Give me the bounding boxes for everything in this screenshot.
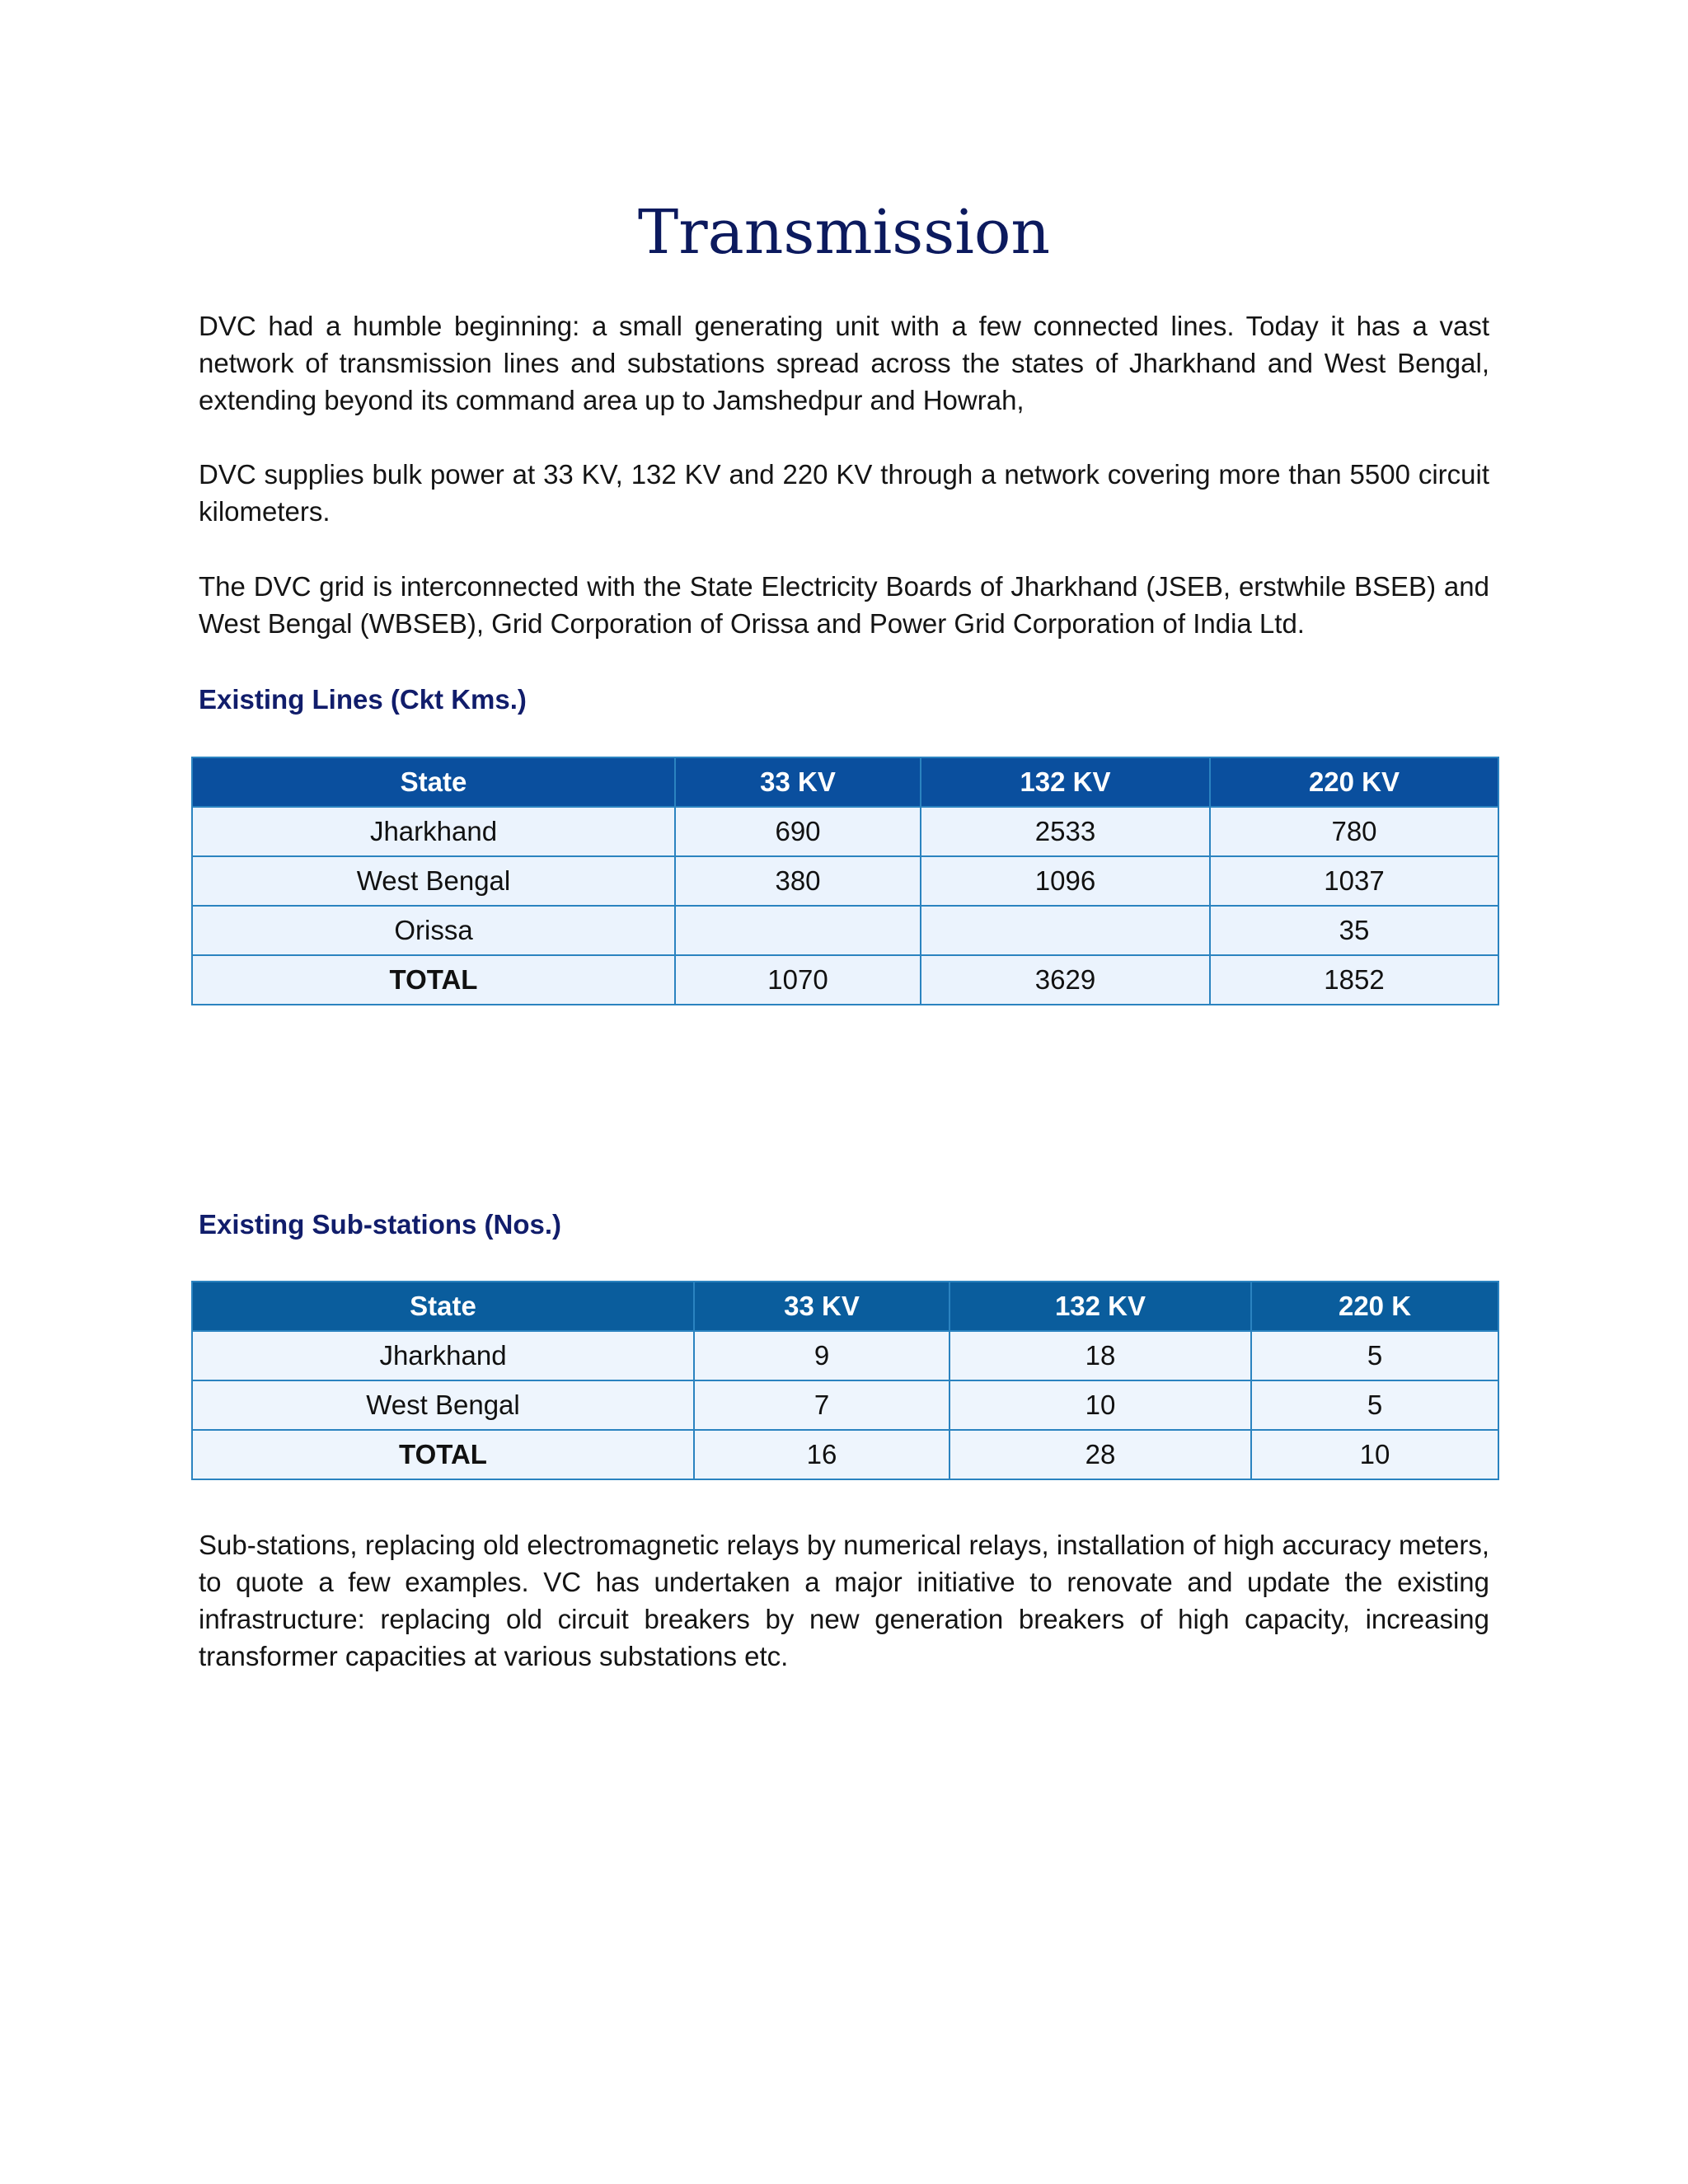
intro-paragraph: DVC had a humble beginning: a small generating unit with a few connected lines. Today it has a vast network of transmission lines and substations spread across the states of Jharkhand and West Bengal, extending beyond its command area up to Jamshedpur and Howrah, — [199, 311, 1489, 415]
existing-lines-table — [191, 757, 1499, 1005]
value-cell — [921, 906, 1210, 955]
value-cell: 380 — [675, 856, 921, 906]
total-label-cell: TOTAL — [192, 955, 675, 1005]
existing-substations-heading: Existing Sub-stations (Nos.) — [199, 1209, 562, 1240]
column-header: 220 K — [1251, 1282, 1498, 1331]
column-header: 220 KV — [1210, 757, 1498, 807]
table-row — [192, 1380, 1498, 1430]
grid-interconnection-paragraph: The DVC grid is interconnected with the State Electricity Boards of Jharkhand (JSEB, erstwhile BSEB) and West Bengal (WBSEB), Grid Corporation of Orissa and Power Grid Corporation of India Ltd. — [199, 571, 1489, 639]
total-value-cell: 10 — [1251, 1430, 1498, 1479]
table-total-row — [192, 1430, 1498, 1479]
column-header: State — [192, 1282, 694, 1331]
state-cell: West Bengal — [192, 1380, 694, 1430]
table-header-row — [192, 757, 1498, 807]
table-total-row — [192, 955, 1498, 1005]
column-header: 33 KV — [694, 1282, 950, 1331]
value-cell: 1037 — [1210, 856, 1498, 906]
table-row — [192, 856, 1498, 906]
renovation-paragraph: Sub-stations, replacing old electromagnetic relays by numerical relays, installation of high accuracy meters, to quote a few examples. VC has undertaken a major initiative to renovate and update the existing infrastructure: replacing old circuit breakers by new generation breakers of high capacity, increasing transformer capacities at various substations etc. — [199, 1530, 1489, 1671]
table-row — [192, 906, 1498, 955]
column-header: State — [192, 757, 675, 807]
value-cell: 9 — [694, 1331, 950, 1380]
column-header: 132 KV — [921, 757, 1210, 807]
state-cell: Orissa — [192, 906, 675, 955]
value-cell: 690 — [675, 807, 921, 856]
state-cell: West Bengal — [192, 856, 675, 906]
value-cell: 35 — [1210, 906, 1498, 955]
bulk-power-paragraph: DVC supplies bulk power at 33 KV, 132 KV and 220 KV through a network covering more than 5500 circuit kilometers. — [199, 459, 1489, 527]
state-cell: Jharkhand — [192, 807, 675, 856]
value-cell: 780 — [1210, 807, 1498, 856]
value-cell: 2533 — [921, 807, 1210, 856]
table-header-row — [192, 1282, 1498, 1331]
table-row — [192, 807, 1498, 856]
total-label-cell: TOTAL — [192, 1430, 694, 1479]
value-cell: 7 — [694, 1380, 950, 1430]
existing-lines-heading: Existing Lines (Ckt Kms.) — [199, 684, 527, 715]
total-value-cell: 3629 — [921, 955, 1210, 1005]
value-cell: 5 — [1251, 1331, 1498, 1380]
total-value-cell: 1852 — [1210, 955, 1498, 1005]
value-cell: 18 — [950, 1331, 1251, 1380]
total-value-cell: 16 — [694, 1430, 950, 1479]
value-cell — [675, 906, 921, 955]
value-cell: 5 — [1251, 1380, 1498, 1430]
total-value-cell: 28 — [950, 1430, 1251, 1479]
column-header: 33 KV — [675, 757, 921, 807]
page-title: Transmission — [637, 197, 1051, 268]
existing-substations-table — [191, 1281, 1499, 1480]
state-cell: Jharkhand — [192, 1331, 694, 1380]
value-cell: 1096 — [921, 856, 1210, 906]
total-value-cell: 1070 — [675, 955, 921, 1005]
table-row — [192, 1331, 1498, 1380]
column-header: 132 KV — [950, 1282, 1251, 1331]
value-cell: 10 — [950, 1380, 1251, 1430]
